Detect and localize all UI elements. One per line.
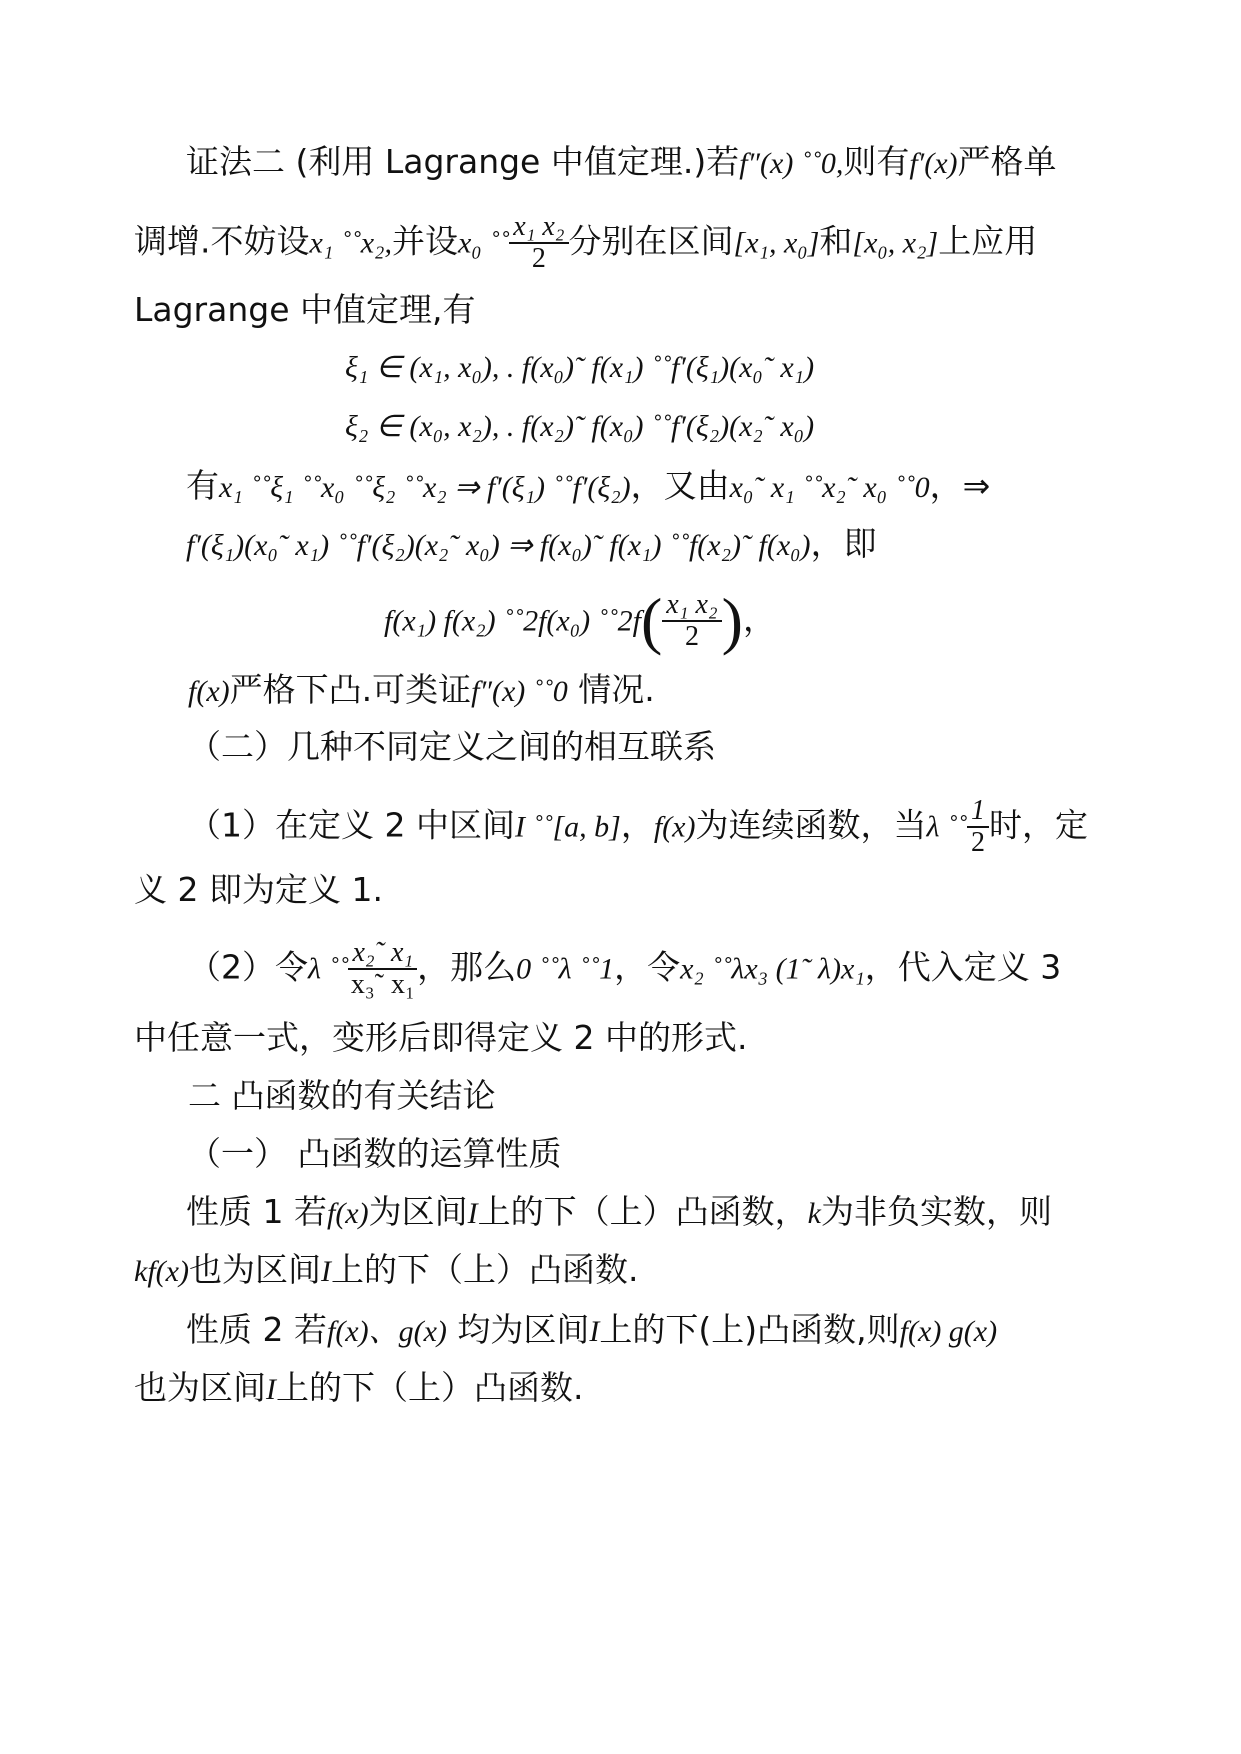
formula: ξ₁ ∈ (x₁, x₀), . f(x₀)˜ f(x₁) ˚˚f′(ξ₁)(x₀˜ x₁) <box>345 351 815 384</box>
text: ， <box>742 599 776 639</box>
formula: f(x)、g(x) <box>326 1315 447 1348</box>
text-line <box>186 524 877 566</box>
display-equation <box>384 585 776 656</box>
text: 严格下凸.可类证 <box>229 670 472 709</box>
text-line <box>134 1368 584 1410</box>
text: 上的下（上）凸函数. <box>330 1250 639 1289</box>
text: 为连续函数，当 <box>695 805 927 845</box>
text: 为非负实数，则 <box>820 1192 1052 1231</box>
fraction-numerator: x₁ x₂ <box>509 212 568 244</box>
subsection-heading <box>188 1134 562 1174</box>
formula: f′(x) <box>909 147 958 180</box>
text: 上的下(上)凸函数,则 <box>599 1310 900 1349</box>
text: 二 凸函数的有关结论 <box>188 1076 496 1115</box>
fraction-denominator: 2 <box>684 621 699 652</box>
text: ，⇒ <box>929 466 991 505</box>
text: 情况. <box>567 670 655 709</box>
text: ，代入定义 3 <box>864 947 1062 987</box>
text-line <box>188 796 1088 858</box>
text: 上的下（上）凸函数， <box>477 1192 808 1231</box>
text: 中任意一式，变形后即得定义 2 中的形式. <box>134 1018 748 1057</box>
formula: x₀˜ x₁ ˚˚x₂˜ x₀ ˚˚0 <box>729 471 930 504</box>
formula: f″(x) ˚˚0, <box>739 147 844 180</box>
text: 则有 <box>843 142 910 181</box>
text-line <box>188 670 655 712</box>
formula: [x₀, x₂] <box>852 226 939 260</box>
text: 性质 1 若 <box>186 1192 327 1231</box>
formula: x₀ ˚˚ <box>457 226 510 260</box>
property-line <box>186 1310 997 1352</box>
formula: kf(x) <box>134 1255 189 1288</box>
text: （2）令 <box>188 947 308 987</box>
formula: x₁ ˚˚x₂, <box>309 226 392 260</box>
fraction-denominator: 2 <box>531 243 546 274</box>
fraction <box>967 796 989 858</box>
text-line <box>134 290 476 330</box>
formula: f(x) <box>653 810 696 844</box>
text: ， <box>620 805 654 845</box>
text: 均为区间 <box>446 1310 590 1349</box>
text: 也为区间 <box>188 1250 321 1289</box>
text: 时，定 <box>988 805 1088 845</box>
formula: f(x₁) f(x₂) ˚˚2f(x₀) ˚˚2f <box>384 604 641 638</box>
formula: [x₁, x₀] <box>733 226 820 260</box>
text: 为区间 <box>368 1192 468 1231</box>
fraction-numerator: 1 <box>967 796 989 828</box>
formula: I <box>266 1373 276 1406</box>
text: 严格单 <box>957 142 1057 181</box>
text: Lagrange 中值定理,有 <box>134 290 476 329</box>
formula: I <box>467 1197 478 1230</box>
text-line <box>134 1018 747 1058</box>
formula: I ˚˚[a, b] <box>514 810 621 844</box>
formula: λ ˚˚ <box>926 810 967 844</box>
formula: f′(ξ₁)(x₀˜ x₁) ˚˚f′(ξ₂)(x₂˜ x₀) ⇒ f(x₀)˜ f(x₁) ˚˚f(x₂)˜ f(x₀) <box>186 529 811 562</box>
formula: λ ˚˚ <box>308 952 349 986</box>
fraction-numerator: x₁ x₂ <box>662 590 721 622</box>
formula: I <box>589 1315 600 1348</box>
text-line <box>186 466 990 508</box>
fraction-denominator: 2 <box>970 827 985 858</box>
text-line <box>134 1250 638 1292</box>
fraction-denominator: x₃˜ x₁ <box>350 969 415 1000</box>
text: ，即 <box>810 524 877 563</box>
proof-heading-line <box>186 142 1057 184</box>
fraction-numerator: x₂˜ x₁ <box>348 938 417 970</box>
text: 调增.不妨设 <box>134 221 310 261</box>
formula: I <box>320 1255 331 1288</box>
section-heading <box>188 727 716 767</box>
text: 证法二 (利用 Lagrange 中值定理.)若 <box>186 142 740 181</box>
text: 有 <box>186 466 219 505</box>
display-equation <box>345 405 814 447</box>
formula: f(x) <box>326 1197 369 1230</box>
fraction <box>662 590 721 652</box>
formula: 0 ˚˚λ ˚˚1 <box>516 952 615 986</box>
text: 上的下（上）凸函数. <box>276 1368 584 1407</box>
text-line <box>188 938 1061 1000</box>
text-line <box>134 212 1037 274</box>
text-line <box>134 870 383 910</box>
fraction <box>509 212 568 274</box>
formula: x₂ ˚˚λx₃ (1˜ λ)x₁ <box>680 952 865 986</box>
text: 和 <box>819 221 853 261</box>
right-paren: ) <box>721 585 743 656</box>
text: ，那么 <box>417 947 517 987</box>
text: ，又由 <box>630 466 730 505</box>
text: 义 2 即为定义 1. <box>134 870 383 909</box>
property-line <box>186 1192 1052 1234</box>
text: 分别在区间 <box>568 221 734 261</box>
formula: k <box>807 1197 821 1230</box>
formula: f″(x) ˚˚0 <box>471 675 568 708</box>
formula: f(x) <box>188 675 230 708</box>
fraction <box>348 938 417 1000</box>
display-equation <box>345 346 814 388</box>
formula: ξ₂ ∈ (x₀, x₂), . f(x₂)˜ f(x₀) ˚˚f′(ξ₂)(x₂˜ x₀) <box>345 410 815 443</box>
text: （二）几种不同定义之间的相互联系 <box>188 727 716 766</box>
formula: f(x) g(x) <box>899 1315 998 1348</box>
text: 性质 2 若 <box>186 1310 327 1349</box>
text: ，令 <box>614 947 681 987</box>
text: （1）在定义 2 中区间 <box>188 805 515 845</box>
section-heading <box>188 1076 496 1116</box>
text: （一） 凸函数的运算性质 <box>188 1134 562 1173</box>
text: 上应用 <box>938 221 1038 261</box>
text: 也为区间 <box>134 1368 266 1407</box>
text: 并设 <box>391 221 458 261</box>
left-paren: ( <box>640 585 663 656</box>
formula: x₁ ˚˚ξ₁ ˚˚x₀ ˚˚ξ₂ ˚˚x₂ ⇒ f′(ξ₁) ˚˚f′(ξ₂) <box>219 471 631 504</box>
